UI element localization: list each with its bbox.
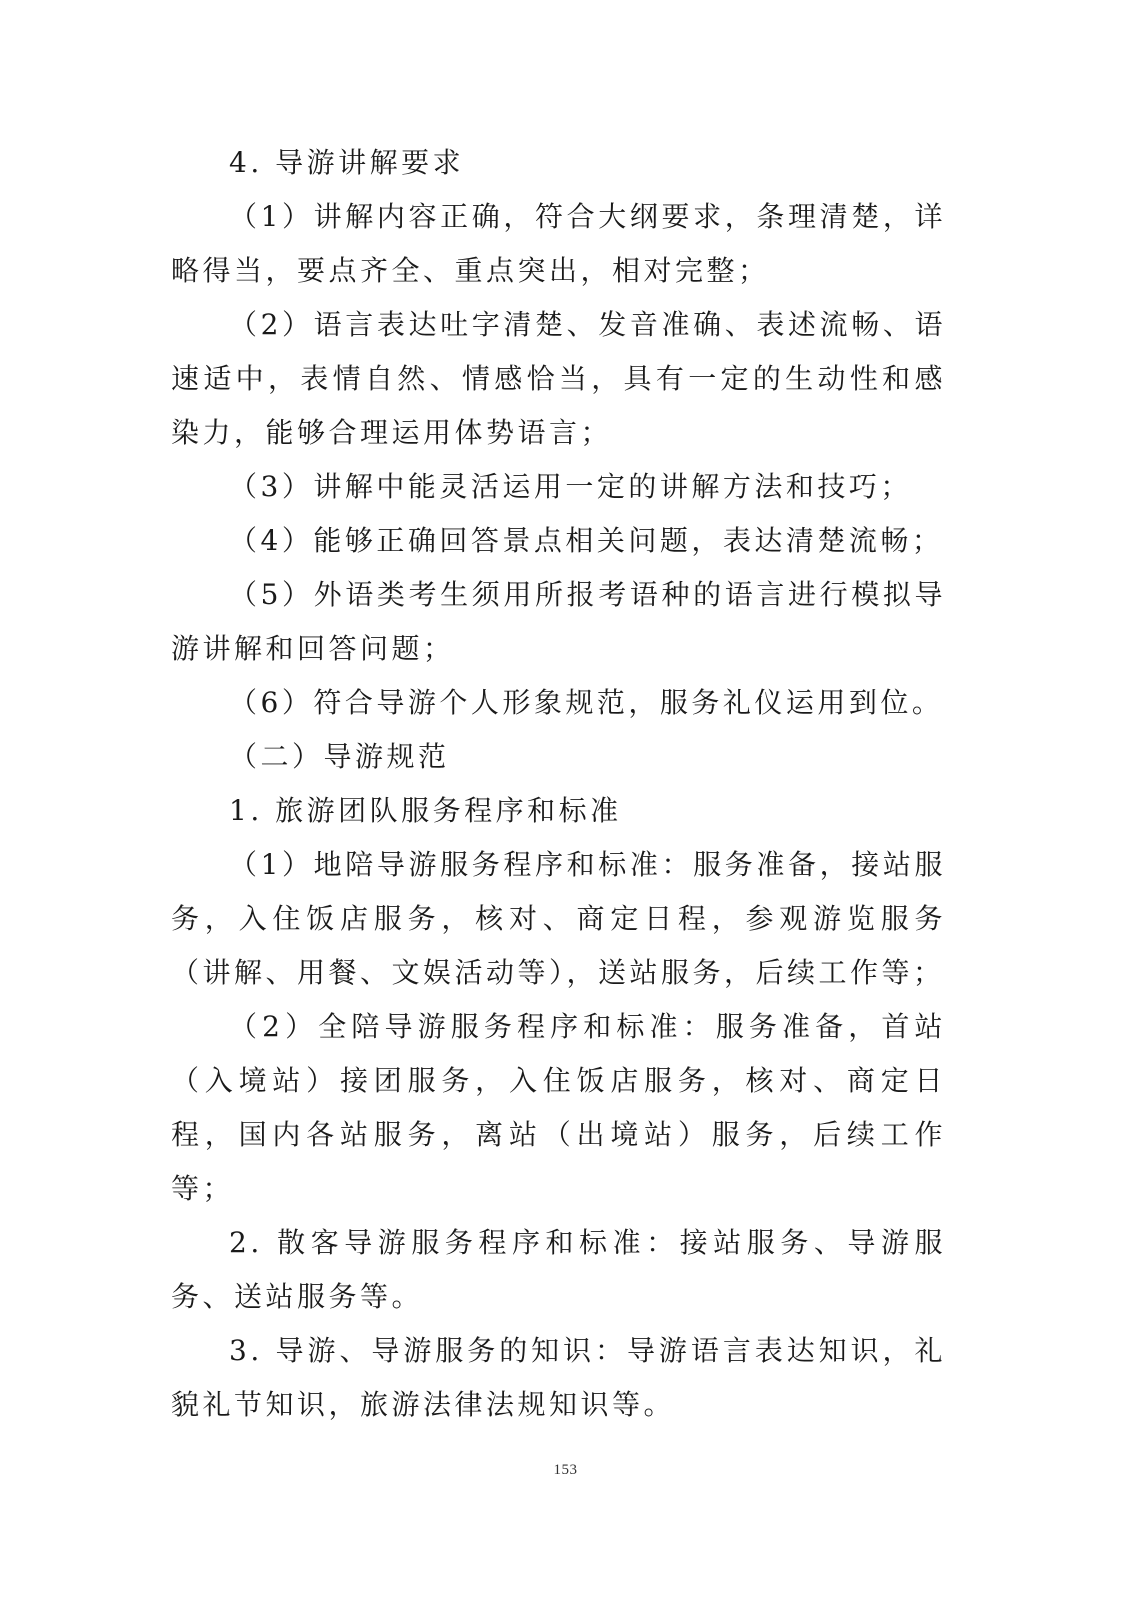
requirement-item-5: （5）外语类考生须用所报考语种的语言进行模拟导游讲解和回答问题； — [171, 578, 946, 665]
requirement-item-1: （1）讲解内容正确，符合大纲要求，条理清楚，详略得当，要点齐全、重点突出，相对完整； — [171, 200, 946, 287]
body-text — [171, 136, 946, 1432]
individual-tourist-service: 2. 散客导游服务程序和标准：接站服务、导游服务、送站服务等。 — [171, 1226, 946, 1313]
section-heading-explanation-requirements: 4. 导游讲解要求 — [229, 146, 465, 179]
requirement-item-3: （3）讲解中能灵活运用一定的讲解方法和技巧； — [229, 470, 912, 503]
requirement-item-4: （4）能够正确回答景点相关问题，表达清楚流畅； — [229, 524, 944, 557]
guide-service-knowledge: 3. 导游、导游服务的知识：导游语言表达知识，礼貌礼节知识，旅游法律法规知识等。 — [171, 1334, 946, 1421]
group-service-item-local-guide: （1）地陪导游服务程序和标准：服务准备，接站服务，入住饭店服务，核对、商定日程，参观游览服务（讲解、用餐、文娱活动等），送站服务，后续工作等； — [171, 848, 946, 989]
page-number: 153 — [553, 1462, 578, 1478]
section-heading-guide-standards: （二）导游规范 — [229, 740, 450, 773]
subsection-heading-group-service: 1. 旅游团队服务程序和标准 — [229, 794, 622, 827]
requirement-item-2: （2）语言表达吐字清楚、发音准确、表述流畅、语速适中，表情自然、情感恰当，具有一定的生动性和感染力，能够合理运用体势语言； — [171, 308, 946, 449]
group-service-item-national-guide: （2）全陪导游服务程序和标准：服务准备，首站（入境站）接团服务，入住饭店服务，核对、商定日程，国内各站服务，离站（出境站）服务，后续工作等； — [171, 1010, 946, 1205]
requirement-item-6: （6）符合导游个人形象规范，服务礼仪运用到位。 — [229, 686, 944, 719]
